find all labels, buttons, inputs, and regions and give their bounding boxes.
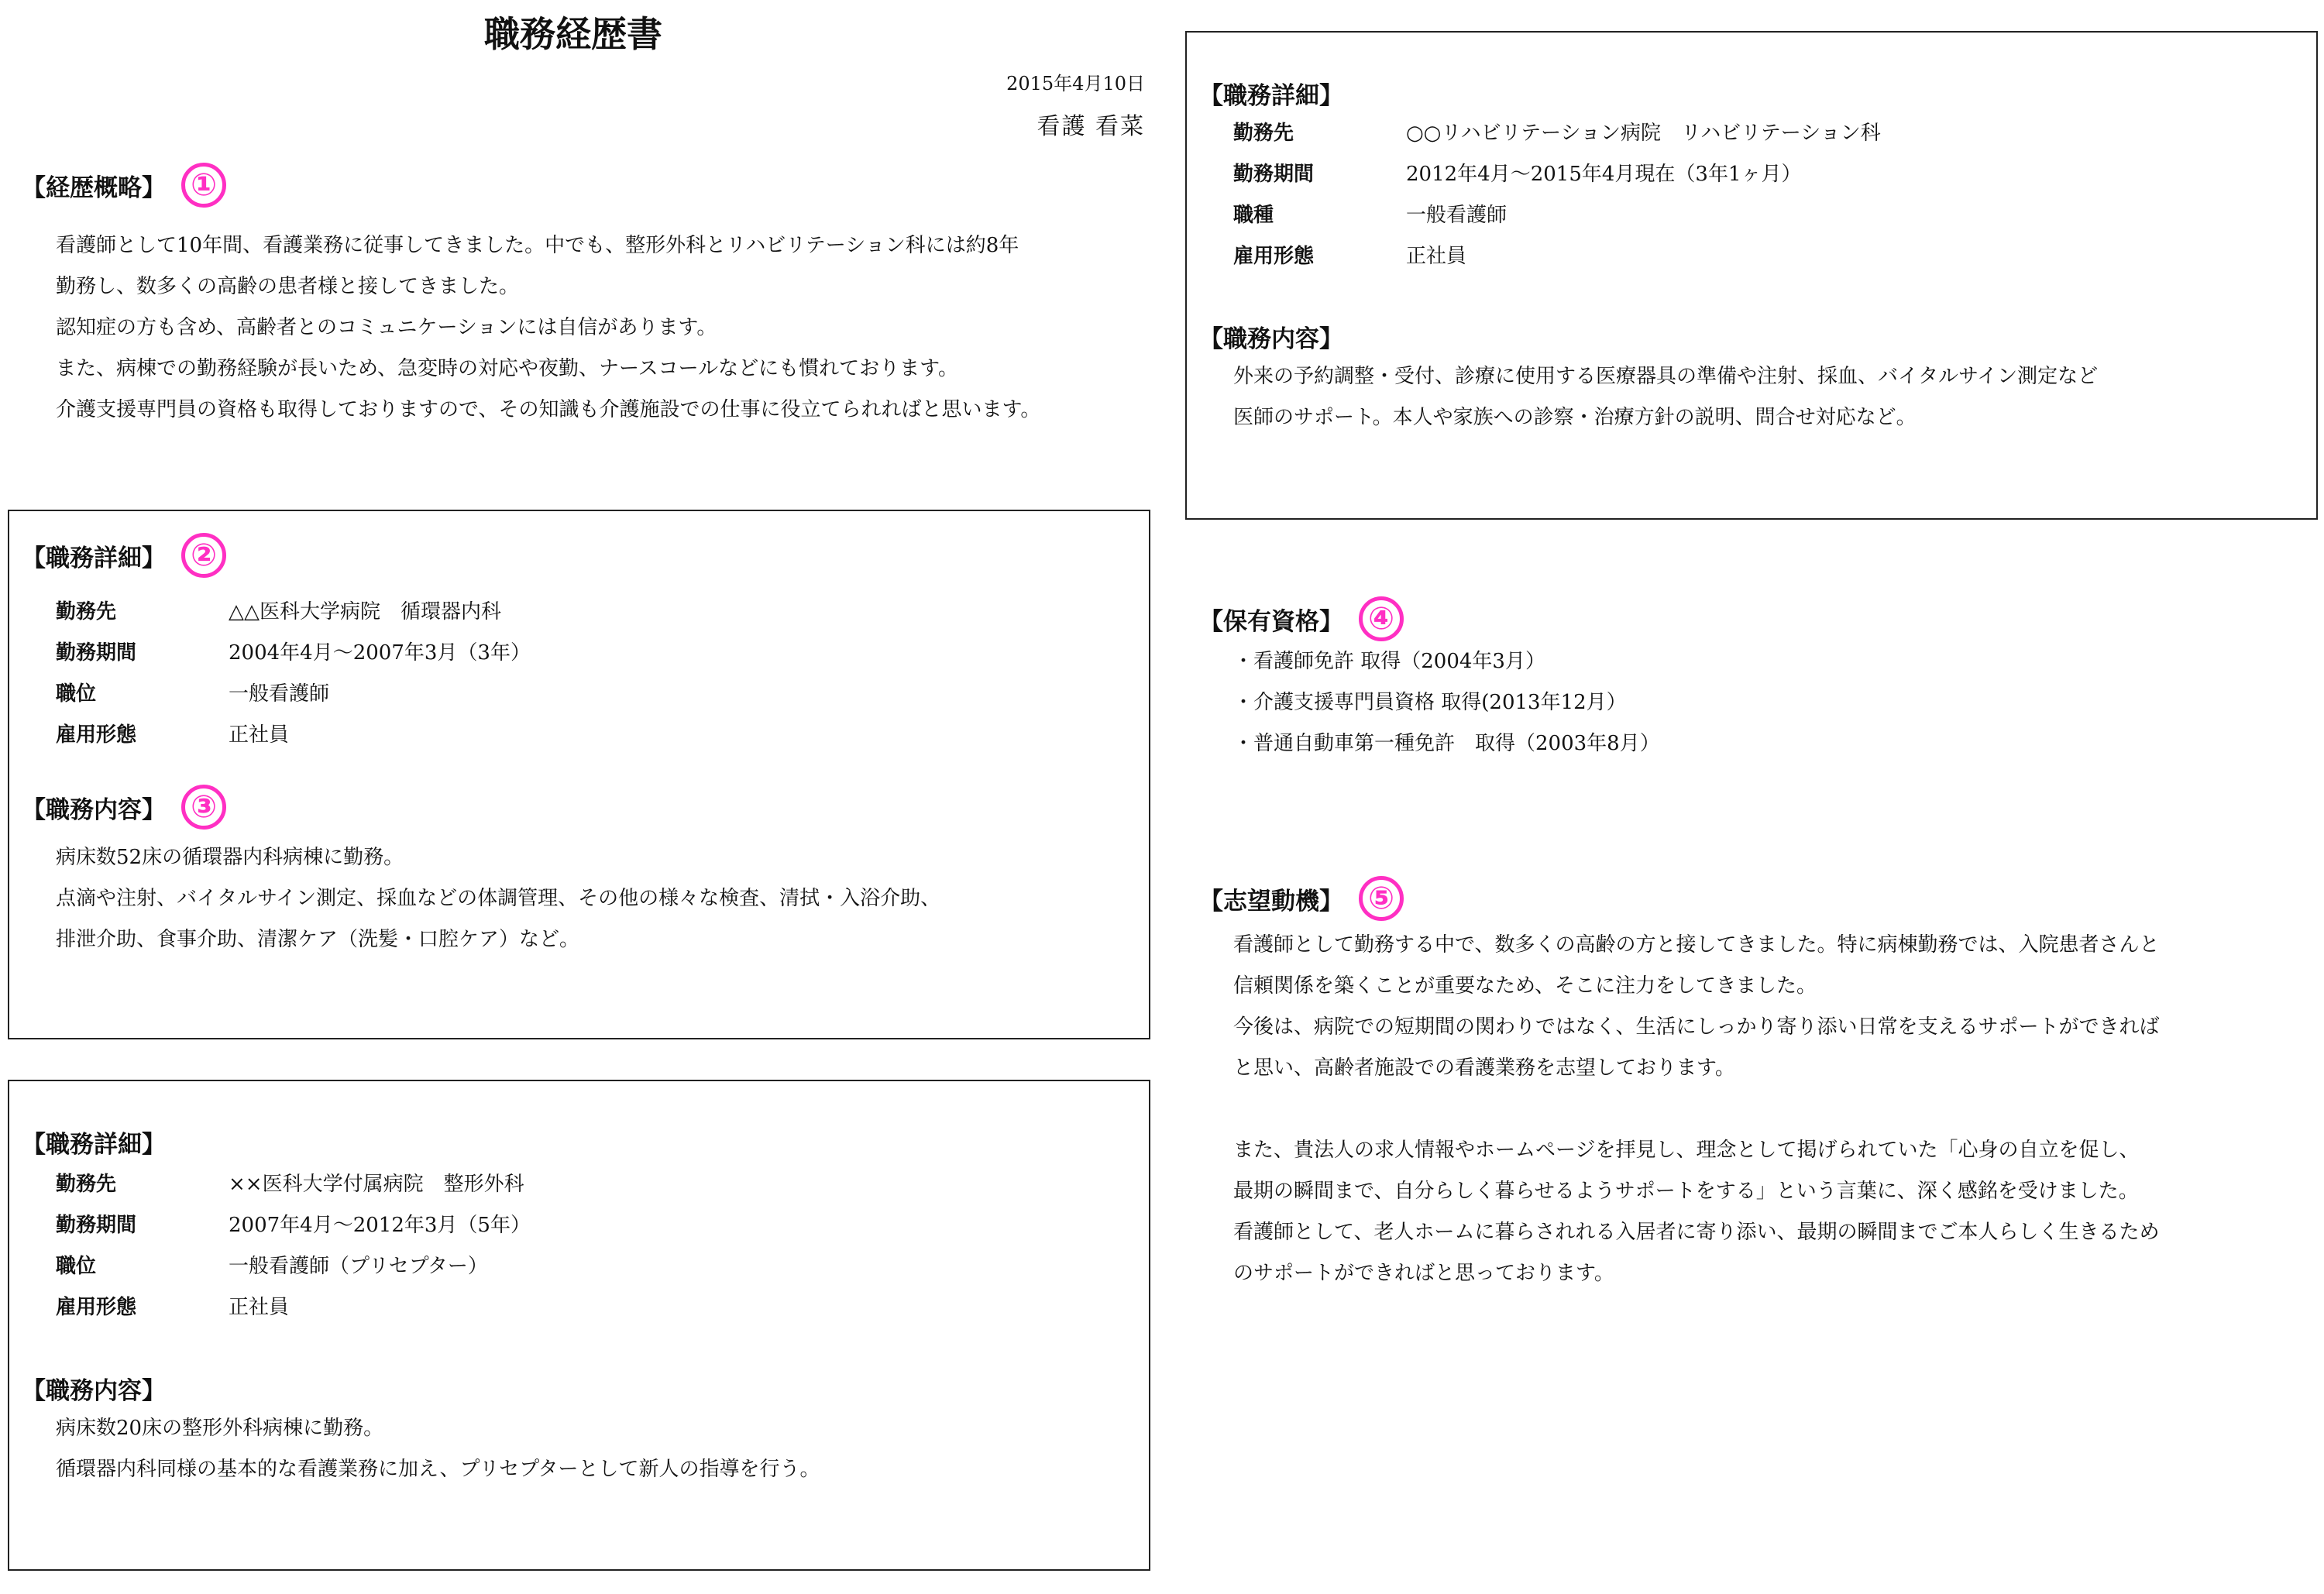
motivation-line: 最期の瞬間まで、自分らしく暮らせるようサポートをする」という言葉に、深く感銘を受けました。 [1233, 1180, 2139, 1203]
content-line: 排泄介助、食事介助、清潔ケア（洗髪・口腔ケア）など。 [56, 928, 580, 951]
job2-details-heading: 【職務詳細】 [22, 1131, 166, 1159]
detail-row: 勤務先 ○○リハビリテーション病院 リハビリテーション科 [1233, 122, 1881, 145]
motivation-line: また、貴法人の求人情報やホームページを拝見し、理念として掲げられていた「心身の自立を促し、 [1233, 1139, 2140, 1162]
detail-row: 勤務期間 2004年4月～2007年3月（3年） [56, 641, 531, 665]
qualification-item: ・普通自動車第一種免許 取得（2003年8月） [1233, 732, 1660, 755]
content-line: 循環器内科同様の基本的な看護業務に加え、プリセプターとして新人の指導を行う。 [56, 1458, 820, 1481]
marker-3: ③ [181, 785, 226, 830]
motivation-text [1233, 925, 2159, 1294]
job3-details-heading: 【職務詳細】 [1199, 82, 1343, 110]
detail-row: 勤務期間 2007年4月～2012年3月（5年） [56, 1214, 531, 1237]
document-date: 2015年4月10日 [1006, 73, 1145, 94]
job2-content-text [56, 1408, 820, 1490]
author-name: 看護 看菜 [1037, 113, 1145, 140]
motivation-line: と思い、高齢者施設での看護業務を志望しております。 [1233, 1056, 1735, 1080]
content-line: 病床数52床の循環器内科病棟に勤務。 [56, 846, 404, 869]
qualification-item: ・介護支援専門員資格 取得(2013年12月） [1233, 691, 1627, 714]
detail-row: 職位 一般看護師 [56, 682, 330, 706]
job1-content-text [56, 837, 940, 960]
job2-details-list [56, 1164, 531, 1328]
summary-line: 認知症の方も含め、高齢者とのコミュニケーションには自信があります。 [56, 316, 717, 339]
marker-2: ② [181, 533, 226, 578]
motivation-line: 信頼関係を築くことが重要なため、そこに注力をしてきました。 [1233, 974, 1817, 998]
qualifications-heading: 【保有資格】 ④ [1199, 596, 1404, 641]
job1-details-heading: 【職務詳細】 ② [22, 533, 226, 578]
marker-5: ⑤ [1359, 876, 1404, 921]
summary-line: 介護支援専門員の資格も取得しておりますので、その知識も介護施設での仕事に役立てられればと思います。 [56, 398, 1041, 421]
marker-1: ① [181, 163, 226, 208]
detail-row: 職位 一般看護師（プリセプター） [56, 1255, 488, 1278]
content-line: 医師のサポート。本人や家族への診察・治療方針の説明、問合せ対応など。 [1233, 406, 1917, 429]
job3-content-heading: 【職務内容】 [1199, 325, 1343, 353]
content-line: 外来の予約調整・受付、診療に使用する医療器具の準備や注射、採血、バイタルサイン測定など [1233, 365, 2099, 388]
detail-row: 職種 一般看護師 [1233, 204, 1508, 227]
detail-row: 勤務先 △△医科大学病院 循環器内科 [56, 600, 501, 624]
qualification-item: ・看護師免許 取得（2004年3月） [1233, 650, 1545, 673]
job1-content-heading: 【職務内容】 ③ [22, 785, 226, 830]
detail-row: 勤務先 ××医科大学付属病院 整形外科 [56, 1173, 524, 1196]
job1-details-list [56, 592, 531, 756]
detail-row: 雇用形態 正社員 [56, 1296, 290, 1319]
job3-content-text [1233, 356, 2098, 438]
motivation-line: 看護師として勤務する中で、数多くの高齢の方と接してきました。特に病棟勤務では、入院患者さんと [1233, 933, 2160, 957]
job2-content-heading: 【職務内容】 [22, 1377, 166, 1405]
motivation-line [1233, 1089, 2159, 1130]
detail-row: 雇用形態 正社員 [1233, 245, 1467, 268]
marker-4: ④ [1359, 596, 1404, 641]
motivation-line: のサポートができればと思っております。 [1233, 1262, 1614, 1285]
motivation-heading: 【志望動機】 ⑤ [1199, 876, 1404, 921]
content-line: 病床数20床の整形外科病棟に勤務。 [56, 1417, 384, 1440]
document-title: 職務経歴書 [484, 13, 662, 55]
career-summary-text [56, 225, 1040, 431]
summary-line: 看護師として10年間、看護業務に従事してきました。中でも、整形外科とリハビリテーション科には約8年 [56, 234, 1019, 257]
job3-details-list [1233, 113, 1881, 277]
summary-line: また、病棟での勤務経験が長いため、急変時の対応や夜勤、ナースコールなどにも慣れております。 [56, 357, 959, 380]
career-summary-heading: 【経歴概略】 ① [22, 163, 226, 208]
detail-row: 雇用形態 正社員 [56, 723, 290, 747]
summary-line: 勤務し、数多くの高齢の患者様と接してきました。 [56, 275, 520, 298]
detail-row: 勤務期間 2012年4月～2015年4月現在（3年1ヶ月） [1233, 163, 1802, 186]
motivation-line: 今後は、病院での短期間の関わりではなく、生活にしっかり寄り添い日常を支えるサポートができれば [1233, 1015, 2160, 1039]
content-line: 点滴や注射、バイタルサイン測定、採血などの体調管理、その他の様々な検査、清拭・入浴介助、 [56, 887, 941, 910]
motivation-line: 看護師として、老人ホームに暮らされれる入居者に寄り添い、最期の瞬間までご本人らしく生きるため [1233, 1221, 2160, 1244]
qualifications-list [1233, 641, 1660, 764]
